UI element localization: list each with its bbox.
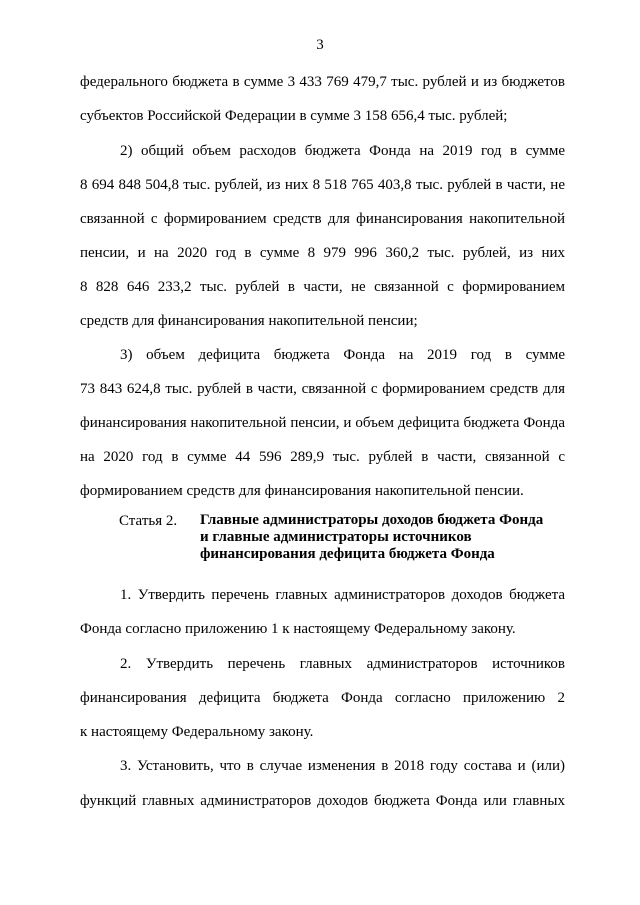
paragraph-line: пенсии, и на 2020 год в сумме 8 979 996 360,2 тыс. рублей, из них	[80, 245, 565, 261]
article-label: Статья 2.	[119, 513, 178, 529]
paragraph-line: 2. Утвердить перечень главных администраторов источников	[120, 656, 565, 672]
paragraph-line: субъектов Российской Федерации в сумме 3 158 656,4 тыс. рублей;	[80, 108, 508, 124]
article-title-line: и главные администраторы источников	[200, 529, 472, 545]
paragraph-line: федерального бюджета в сумме 3 433 769 479,7 тыс. рублей и из бюджетов	[80, 74, 565, 90]
paragraph-line: финансирования дефицита бюджета Фонда согласно приложению 2	[80, 690, 565, 706]
paragraph-line: 8 694 848 504,8 тыс. рублей, из них 8 518 765 403,8 тыс. рублей в части, не	[80, 177, 565, 193]
paragraph-line: к настоящему Федеральному закону.	[80, 724, 314, 740]
paragraph-line: финансирования накопительной пенсии, и объем дефицита бюджета Фонда	[80, 415, 565, 431]
paragraph-line: на 2020 год в сумме 44 596 289,9 тыс. рублей в части, связанной с	[80, 449, 565, 465]
paragraph-line: функций главных администраторов доходов бюджета Фонда или главных	[80, 793, 565, 809]
paragraph-line: Фонда согласно приложению 1 к настоящему Федеральному закону.	[80, 621, 516, 637]
paragraph-line: средств для финансирования накопительной пенсии;	[80, 313, 418, 329]
article-title-line: Главные администраторы доходов бюджета Фонда	[200, 512, 544, 528]
paragraph-line: 8 828 646 233,2 тыс. рублей в части, не связанной с формированием	[80, 279, 565, 295]
article-title	[200, 512, 570, 563]
paragraph-line: 73 843 624,8 тыс. рублей в части, связанной с формированием средств для	[80, 381, 565, 397]
paragraph-line: связанной с формированием средств для финансирования накопительной	[80, 211, 565, 227]
paragraph-line: 3) объем дефицита бюджета Фонда на 2019 год в сумме	[120, 347, 565, 363]
paragraph-line: формированием средств для финансирования накопительной пенсии.	[80, 483, 524, 499]
page-number: 3	[316, 37, 324, 53]
paragraph-line: 3. Установить, что в случае изменения в 2018 году состава и (или)	[120, 758, 565, 774]
paragraph-line: 1. Утвердить перечень главных администраторов доходов бюджета	[120, 587, 565, 603]
article-title-line: финансирования дефицита бюджета Фонда	[200, 546, 495, 562]
paragraph-line: 2) общий объем расходов бюджета Фонда на 2019 год в сумме	[120, 143, 565, 159]
